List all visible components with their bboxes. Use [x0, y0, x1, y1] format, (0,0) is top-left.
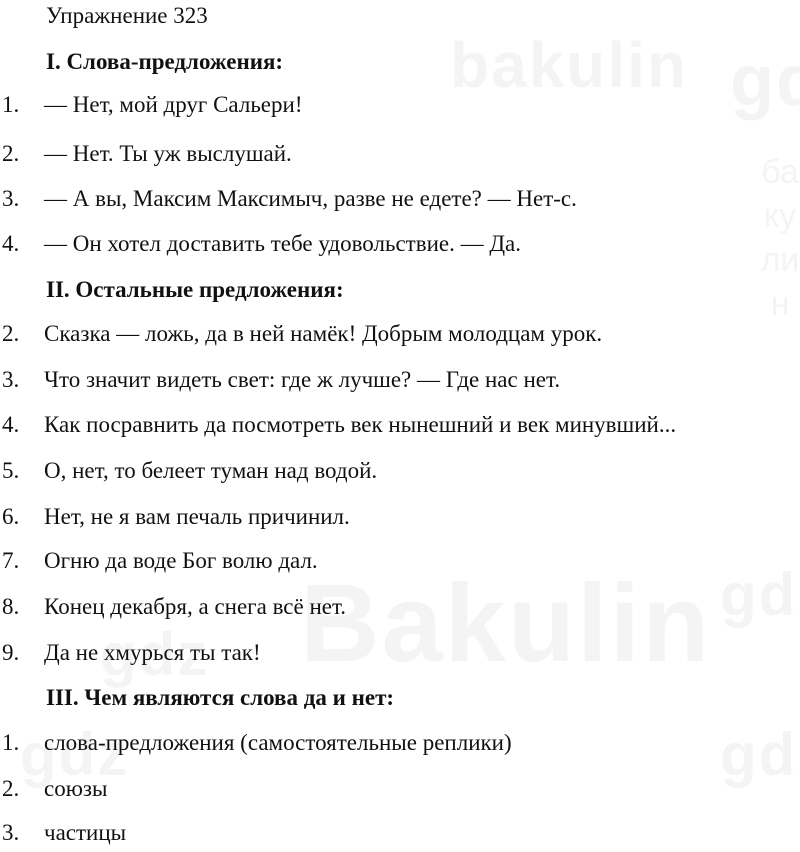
item-number: 2.	[2, 141, 20, 166]
section-heading-3: III. Чем являются слова да и нет:	[46, 685, 395, 710]
watermark-bakulin-center	[300, 560, 711, 687]
watermark-gdz-bottom-right	[720, 720, 800, 789]
item-number: 6.	[2, 504, 20, 529]
item-number: 3.	[2, 186, 20, 211]
item-number: 7.	[2, 548, 20, 573]
item-text: — Он хотел доставить тебе удовольствие. — Да.	[44, 231, 521, 256]
watermark-vertical	[760, 150, 800, 326]
item-number: 4.	[2, 412, 20, 437]
item-number: 5.	[2, 458, 20, 483]
item-text: Да не хмурься ты так!	[44, 640, 261, 665]
item-number: 3.	[2, 367, 20, 392]
watermark-gdz-top-right	[730, 40, 800, 122]
section-heading-1: I. Слова-предложения:	[46, 49, 284, 74]
item-number: 2.	[2, 321, 20, 346]
item-text: Как посравнить да посмотреть век нынешний и век минувший...	[44, 412, 677, 437]
item-text: Огню да воде Бог волю дал.	[44, 548, 318, 573]
item-number: 9.	[2, 640, 20, 665]
item-text: — Нет. Ты уж выслушай.	[44, 141, 292, 166]
item-number: 8.	[2, 594, 20, 619]
section-heading-2: II. Остальные предложения:	[46, 277, 344, 302]
item-text: — Нет, мой друг Сальери!	[44, 92, 303, 117]
item-number: 1.	[2, 730, 20, 755]
item-number: 3.	[2, 820, 20, 845]
item-text: союзы	[44, 776, 108, 801]
item-text: Что значит видеть свет: где ж лучше? — Где нас нет.	[44, 367, 561, 392]
item-number: 4.	[2, 231, 20, 256]
watermark-gdz-center-right	[720, 560, 800, 629]
item-text: О, нет, то белеет туман над водой.	[44, 458, 378, 483]
watermark-bakulin-top	[450, 28, 688, 102]
item-number: 1.	[2, 92, 20, 117]
page-title: Упражнение 323	[46, 3, 208, 28]
item-text: частицы	[44, 820, 127, 845]
item-text: Конец декабря, а снега всё нет.	[44, 594, 347, 619]
item-text: Сказка — ложь, да в ней намёк! Добрым молодцам урок.	[44, 321, 603, 346]
item-text: — А вы, Максим Максимыч, разве не едете? — Нет-с.	[44, 186, 577, 211]
item-text: слова-предложения (самостоятельные реплики)	[44, 730, 512, 755]
item-text: Нет, не я вам печаль причинил.	[44, 504, 350, 529]
item-number: 2.	[2, 776, 20, 801]
